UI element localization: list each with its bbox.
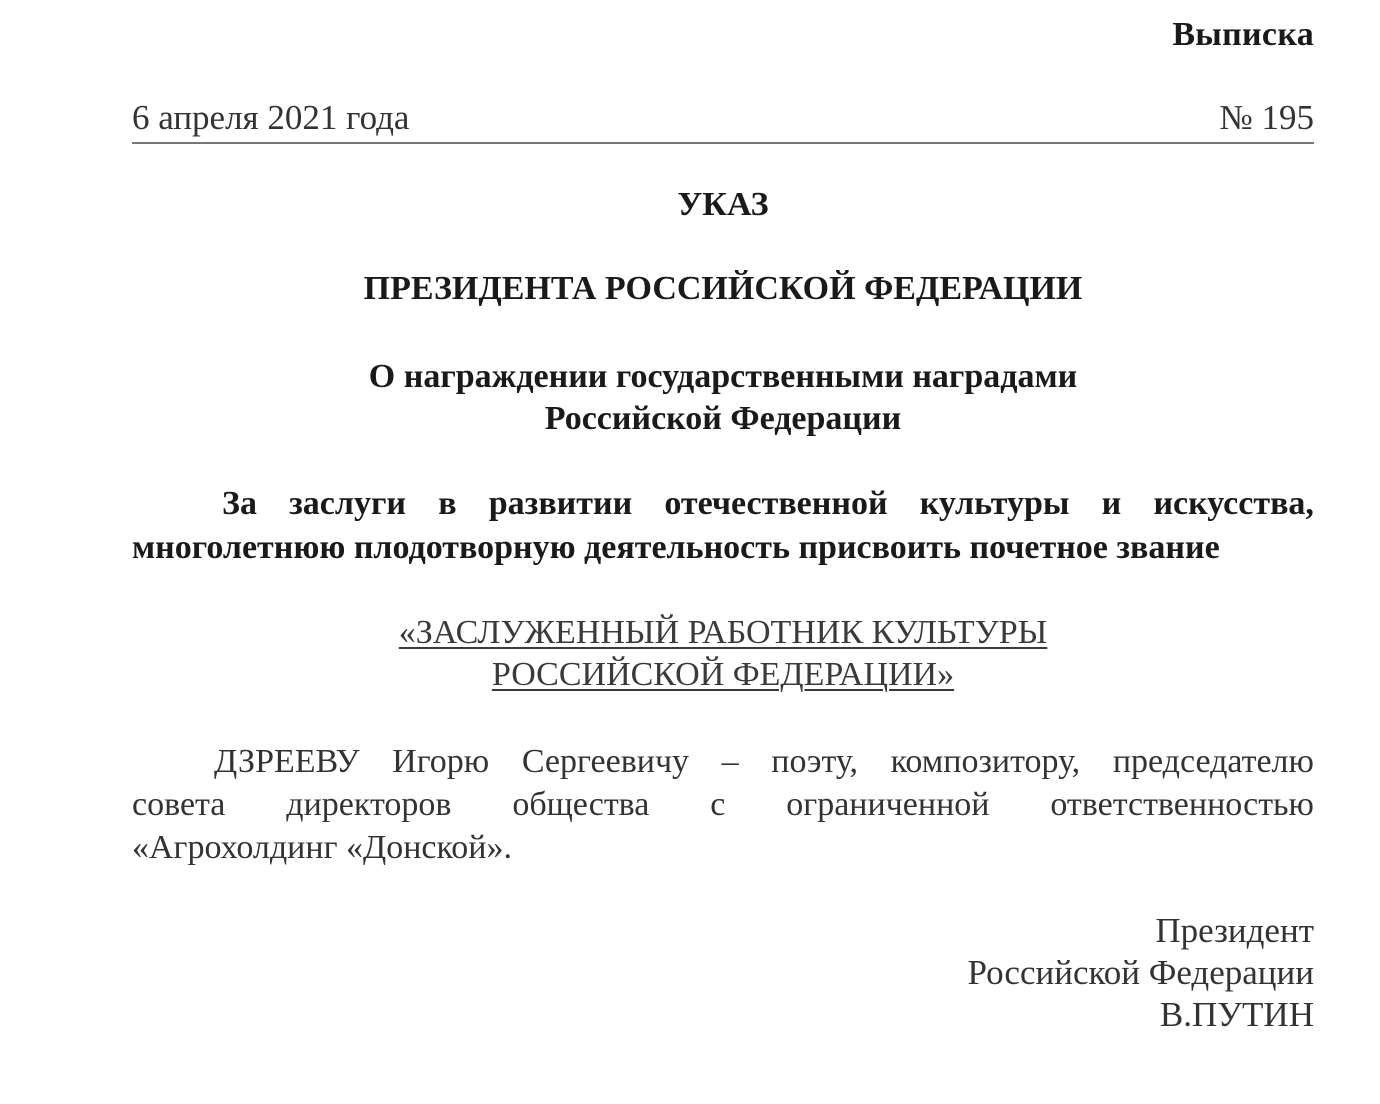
word: Сергеевичу [521,743,690,780]
subject-line: О награждении государственными наградами [368,358,1078,395]
recipient-paragraph [132,740,1314,869]
paragraph-line [132,482,1314,526]
decree-date: 6 апреля 2021 года [132,98,410,137]
word: отечественной [664,485,888,522]
signature-block [967,910,1314,1036]
award-title-line: «ЗАСЛУЖЕННЫЙ РАБОТНИК КУЛЬТУРЫ [398,614,1048,651]
word: ДЗРЕЕВУ [214,743,360,780]
word: искусства, [1153,485,1314,522]
decree-number: № 195 [1219,98,1314,137]
decree-issuer: ПРЕЗИДЕНТА РОССИЙСКОЙ ФЕДЕРАЦИИ [363,270,1083,307]
word: развитии [488,485,633,522]
word: председателю [1112,743,1314,780]
recipient-line: «Агрохолдинг «Донской». [132,829,512,866]
word: директоров [286,786,452,823]
word: Игорю [392,743,490,780]
word: поэту, [771,743,859,780]
word: – [721,743,739,780]
word: совета [132,786,226,823]
subject-line: Российской Федерации [544,400,902,437]
signature-country: Российской Федерации [967,953,1314,992]
signature-name: В.ПУТИН [1159,995,1314,1034]
decree-paragraph [132,482,1314,570]
word: культуры [919,485,1070,522]
word: заслуги [289,485,406,522]
word: общества [512,786,650,823]
decree-subject [132,356,1314,440]
extract-label: Выписка [1172,16,1314,53]
word: в [438,485,457,522]
date-number-row [132,96,1314,144]
word: и [1101,485,1122,522]
word: ответственностью [1050,786,1314,823]
award-title-line: РОССИЙСКОЙ ФЕДЕРАЦИИ» [491,656,955,693]
word: ограниченной [786,786,990,823]
paragraph-line: многолетнюю плодотворную деятельность присвоить почетное звание [132,529,1220,566]
word: За [222,485,257,522]
word: композитору, [890,743,1081,780]
decree-title: УКАЗ [677,186,769,223]
recipient-line [132,783,1314,826]
word: с [710,786,726,823]
recipient-line [132,740,1314,783]
signature-position: Президент [1155,911,1314,950]
award-title [132,612,1314,696]
